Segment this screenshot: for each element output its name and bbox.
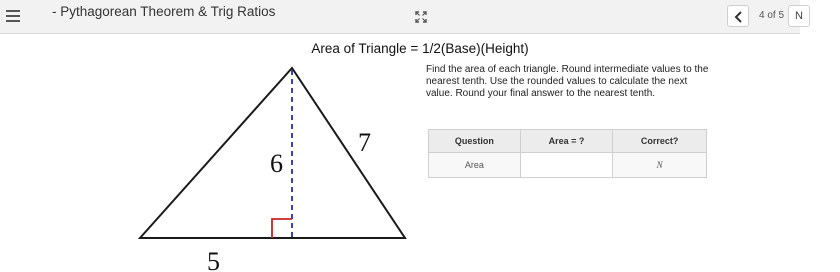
top-bar xyxy=(0,0,803,34)
question-cell: Area xyxy=(429,153,521,178)
correct-cell: N xyxy=(613,153,707,178)
base-label: 5 xyxy=(207,247,220,272)
expand-icon[interactable] xyxy=(415,10,427,22)
triangle-figure xyxy=(0,34,420,272)
height-label: 6 xyxy=(270,149,283,178)
page-title: - Pythagorean Theorem & Trig Ratios xyxy=(52,4,276,19)
answer-table xyxy=(428,129,707,178)
column-header-question: Question xyxy=(429,130,521,153)
column-header-correct: Correct? xyxy=(613,130,707,153)
table-row xyxy=(429,153,707,178)
previous-button[interactable] xyxy=(727,5,749,27)
chevron-left-icon xyxy=(734,11,744,23)
next-button[interactable] xyxy=(788,5,810,27)
formula-heading: Area of Triangle = 1/2(Base)(Height) xyxy=(311,41,529,56)
next-button-label: N xyxy=(795,10,803,22)
side-label: 7 xyxy=(358,128,371,157)
area-input[interactable] xyxy=(520,153,612,178)
page-indicator: 4 of 5 xyxy=(759,10,785,21)
column-header-area: Area = ? xyxy=(520,130,612,153)
right-angle-marker xyxy=(272,219,292,238)
instructions-text: Find the area of each triangle. Round intermediate values to the nearest tenth. Use the rounded values to calculate the next value. Round your final answer to the nearest tenth. xyxy=(426,64,709,99)
menu-icon[interactable] xyxy=(6,10,20,22)
